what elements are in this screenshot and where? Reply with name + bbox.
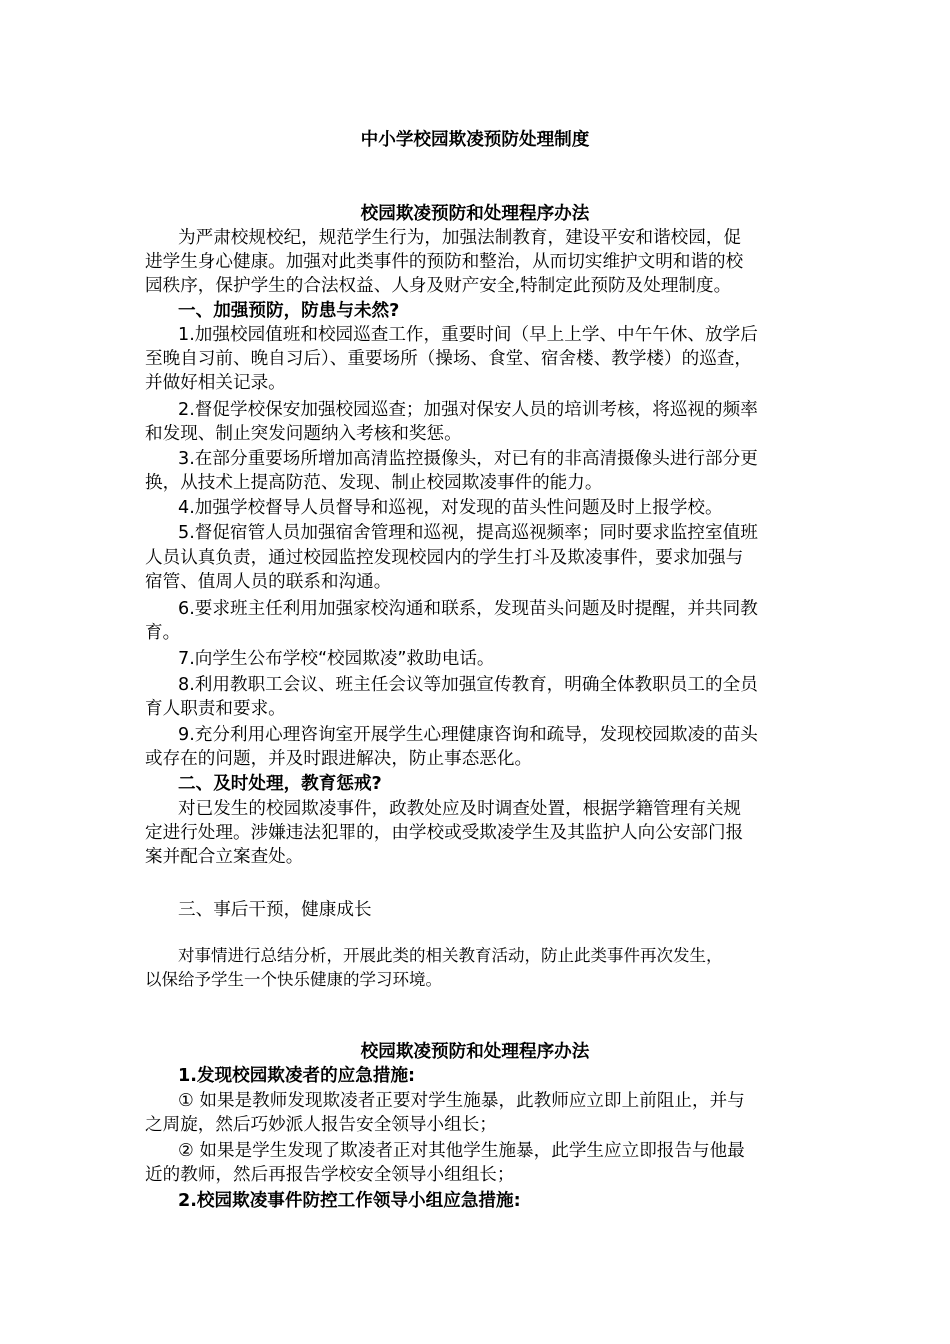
subsection-title: 2.校园欺凌事件防控工作领导小组应急措施: — [178, 1191, 521, 1211]
document-title: 中小学校园欺凌预防处理制度 — [360, 130, 590, 150]
part-title: 二、及时处理，教育惩戒? — [178, 774, 382, 794]
paragraph-line: ① 如果是教师发现欺凌者正要对学生施暴，此教师应立即上前阻止，并与 — [178, 1091, 745, 1111]
item-line: 2.督促学校保安加强校园巡查；加强对保安人员的培训考核，将巡视的频率 — [178, 400, 758, 420]
item-line: 9.充分利用心理咨询室开展学生心理健康咨询和疏导，发现校园欺凌的苗头 — [178, 725, 758, 745]
item-line: 或存在的问题，并及时跟进解决，防止事态恶化。 — [145, 749, 533, 769]
paragraph-line: ② 如果是学生发现了欺凌者正对其他学生施暴，此学生应立即报告与他最 — [178, 1141, 745, 1161]
item-line: 至晚自习前、晚自习后）、重要场所（操场、食堂、宿舍楼、教学楼）的巡查， — [145, 349, 752, 369]
item-line: 4.加强学校督导人员督导和巡视，对发现的苗头性问题及时上报学校。 — [178, 498, 723, 518]
part-title: 三、事后干预，健康成长 — [178, 900, 372, 920]
item-line: 育人职责和要求。 — [145, 699, 286, 719]
item-line: 5.督促宿管人员加强宿舍管理和巡视，提高巡视频率；同时要求监控室值班 — [178, 523, 758, 543]
item-line: 并做好相关记录。 — [145, 373, 286, 393]
item-line: 8.利用教职工会议、班主任会议等加强宣传教育，明确全体教职员工的全员 — [178, 675, 758, 695]
part-title: 一、加强预防，防患与未然? — [178, 301, 400, 321]
paragraph-line: 近的教师，然后再报告学校安全领导小组组长； — [145, 1165, 515, 1185]
item-line: 6.要求班主任利用加强家校沟通和联系，发现苗头问题及时提醒，并共同教 — [178, 599, 758, 619]
paragraph-line: 之周旋，然后巧妙派人报告安全领导小组长； — [145, 1115, 497, 1135]
intro-line: 进学生身心健康。加强对此类事件的预防和整治，从而切实维护文明和谐的校 — [145, 252, 744, 272]
item-line: 宿管、值周人员的联系和沟通。 — [145, 572, 392, 592]
subsection-title: 1.发现校园欺凌者的应急措施: — [178, 1066, 416, 1086]
item-line: 1.加强校园值班和校园巡查工作，重要时间（早上上学、中午午休、放学后 — [178, 325, 758, 345]
item-line: 人员认真负责，通过校园监控发现校园内的学生打斗及欺凌事件，要求加强与 — [145, 548, 744, 568]
section-heading: 校园欺凌预防和处理程序办法 — [360, 204, 590, 224]
item-line: 7.向学生公布学校“校园欺凌”救助电话。 — [178, 649, 495, 669]
paragraph-line: 对已发生的校园欺凌事件，政教处应及时调查处置，根据学籍管理有关规 — [178, 799, 742, 819]
paragraph-line: 以保给予学生一个快乐健康的学习环境。 — [145, 970, 442, 989]
item-line: 和发现、制止突发问题纳入考核和奖惩。 — [145, 424, 462, 444]
item-line: 换，从技术上提高防范、发现、制止校园欺凌事件的能力。 — [145, 473, 603, 493]
item-line: 3.在部分重要场所增加高清监控摄像头，对已有的非高清摄像头进行部分更 — [178, 449, 758, 469]
paragraph-line: 定进行处理。涉嫌违法犯罪的，由学校或受欺凌学生及其监护人向公安部门报 — [145, 823, 744, 843]
paragraph-line: 案并配合立案查处。 — [145, 847, 304, 867]
intro-line: 园秩序，保护学生的合法权益、人身及财产安全,特制定此预防及处理制度。 — [145, 276, 732, 296]
paragraph-line: 对事情进行总结分析，开展此类的相关教育活动，防止此类事件再次发生， — [178, 946, 723, 965]
item-line: 育。 — [145, 623, 181, 643]
section-heading: 校园欺凌预防和处理程序办法 — [360, 1042, 590, 1062]
intro-line: 为严肃校规校纪，规范学生行为，加强法制教育，建设平安和谐校园，促 — [178, 228, 742, 248]
